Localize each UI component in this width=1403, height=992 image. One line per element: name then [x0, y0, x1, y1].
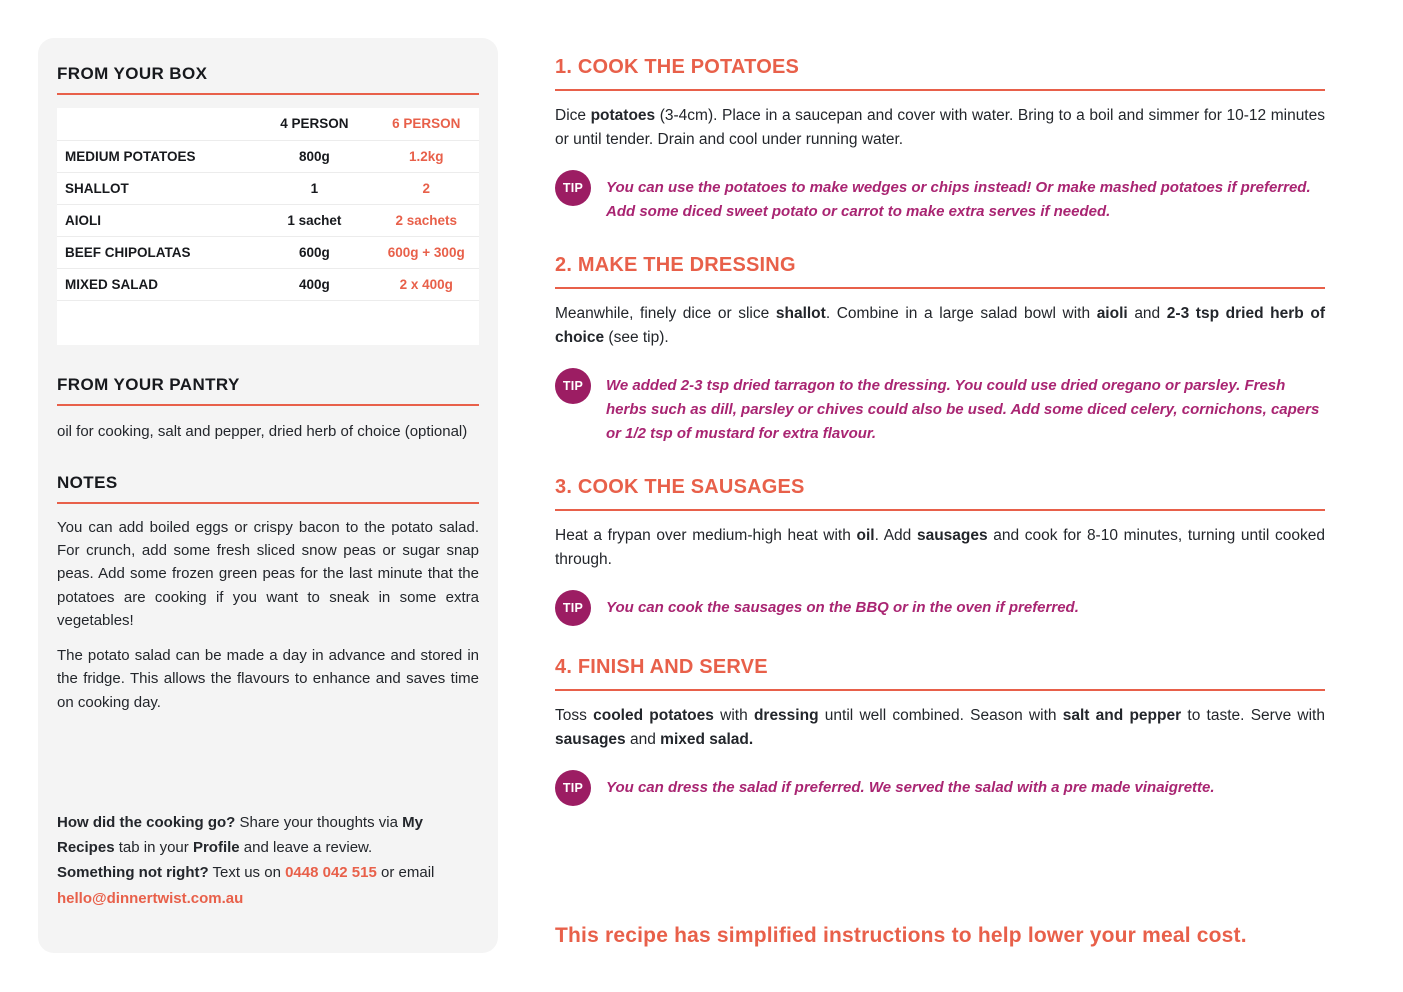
text-segment: salt and pepper [1062, 707, 1182, 725]
text-segment: aioli [1096, 305, 1128, 323]
step-title: 3. COOK THE SAUSAGES [555, 476, 1325, 511]
text-segment: Toss [555, 707, 594, 725]
ingredients-sidebar [38, 38, 498, 953]
qty-6-person: 1.2kg [408, 148, 444, 164]
text-segment: oil [856, 527, 875, 545]
text-segment: Text us on [208, 864, 286, 882]
step-title: 1. COOK THE POTATOES [555, 56, 1325, 91]
pantry-text: oil for cooking, salt and pepper, dried herb of choice (optional) [57, 422, 468, 440]
ingredients-table [57, 108, 479, 301]
text-segment: Share your thoughts via [235, 814, 403, 831]
ingredient-name: AIOLI [65, 212, 101, 228]
step-title: 4. FINISH AND SERVE [555, 656, 1325, 691]
from-your-box-heading: FROM YOUR BOX [57, 64, 479, 95]
step-body [555, 704, 1325, 752]
qty-4-person: 1 [310, 180, 319, 196]
steps-container [555, 56, 1325, 806]
text-segment: and leave a review. [239, 839, 373, 857]
ingredient-name: BEEF CHIPOLATAS [65, 244, 191, 260]
text-segment: until well combined. Season with [818, 707, 1063, 725]
email-link[interactable]: hello@dinnertwist.com.au [57, 889, 244, 907]
tip-text: You can dress the salad if preferred. We served the salad with a pre made vinaigrette. [606, 779, 1215, 797]
qty-4-person: 600g [299, 244, 330, 260]
text-segment: tab in your [114, 839, 193, 857]
simplified-instructions-note: This recipe has simplified instructions to help lower your meal cost. [555, 924, 1247, 947]
text-segment: Profile [192, 839, 240, 857]
text-segment: shallot [775, 305, 826, 323]
notes-paragraphs [57, 516, 479, 714]
tip-badge: TIP [555, 368, 591, 404]
text-segment: . Combine in a large salad bowl with [825, 305, 1097, 323]
qty-4-person: 400g [299, 276, 330, 292]
step-body [555, 524, 1325, 572]
phone-link[interactable]: 0448 042 515 [285, 864, 377, 882]
tip-text: You can use the potatoes to make wedges or chips instead! Or make mashed potatoes if preferred. Add some diced sweet potato or carrot to make extra serves if needed. [606, 179, 1311, 221]
col-header-6-person: 6 PERSON [392, 116, 461, 132]
text-segment: (3-4cm). Place in a saucepan and cover with water. Bring to a boil and simmer for 10-12 minutes or until tender. Drain and cool under running water. [555, 107, 1325, 149]
text-segment: Heat a frypan over medium-high heat with [555, 527, 857, 545]
text-segment: My Recipes [57, 814, 423, 857]
text-segment: dressing [753, 707, 819, 725]
contact-footer [57, 810, 481, 911]
text-segment: potatoes [590, 107, 656, 124]
ingredient-row [57, 268, 479, 300]
text-segment: mixed salad. [660, 731, 754, 749]
text-segment: and cook for 8-10 minutes, turning until cooked through. [555, 527, 1325, 569]
instructions-column [555, 56, 1326, 947]
notes-paragraph: You can add boiled eggs or crispy bacon to the potato salad. For crunch, add some fresh sliced snow peas or sugar snap peas. Add some frozen green peas for the last minute that the potatoes are cooking if you want to sneak in some extra vegetables! [57, 518, 479, 629]
tip-callout [555, 368, 1325, 446]
col-header-4-person: 4 PERSON [280, 116, 349, 132]
recipe-step [555, 56, 1325, 224]
tip-badge: TIP [555, 170, 591, 206]
text-segment: and [1127, 305, 1167, 323]
text-segment: . Add [874, 527, 917, 545]
text-segment: Dice [555, 107, 591, 124]
step-body [555, 104, 1325, 152]
text-segment: and [625, 731, 661, 749]
text-segment: 2-3 tsp dried herb of choice [555, 305, 1326, 347]
text-segment: or email [376, 864, 435, 882]
text-segment: sausages [555, 731, 626, 749]
text-segment: cooled potatoes [593, 707, 714, 725]
ingredient-row [57, 140, 479, 172]
tip-callout [555, 170, 1325, 224]
recipe-step [555, 476, 1325, 626]
qty-4-person: 800g [299, 148, 330, 164]
ingredient-name: SHALLOT [65, 180, 129, 196]
table-corner-cell [57, 108, 255, 140]
tip-text: You can cook the sausages on the BBQ or in the oven if preferred. [606, 599, 1079, 617]
step-title: 2. MAKE THE DRESSING [555, 254, 1325, 289]
ingredients-table-body [57, 140, 479, 300]
text-segment: (see tip). [604, 329, 669, 347]
tip-badge: TIP [555, 770, 591, 806]
text-segment: How did the cooking go? [57, 814, 236, 831]
qty-4-person: 1 sachet [287, 212, 342, 228]
ingredient-name: MEDIUM POTATOES [65, 148, 196, 164]
notes-paragraph: The potato salad can be made a day in advance and stored in the fridge. This allows the flavours to enhance and saves time on cooking day. [57, 647, 479, 711]
recipe-step [555, 254, 1325, 446]
text-segment: to taste. Serve with [1181, 707, 1325, 725]
text-segment: sausages [916, 527, 988, 545]
tip-callout [555, 770, 1325, 806]
qty-6-person: 600g + 300g [387, 244, 465, 260]
qty-6-person: 2 sachets [395, 212, 458, 228]
text-segment: Something not right? [57, 864, 209, 882]
tip-badge: TIP [555, 590, 591, 626]
ingredient-row [57, 172, 479, 204]
step-body [555, 302, 1325, 350]
text-segment: with [713, 707, 754, 725]
from-your-pantry-heading: FROM YOUR PANTRY [57, 375, 479, 406]
ingredient-row [57, 204, 479, 236]
table-header-row [57, 108, 479, 140]
qty-6-person: 2 x 400g [399, 276, 453, 292]
tip-callout [555, 590, 1325, 626]
ingredients-table-card [57, 108, 479, 345]
text-segment: Meanwhile, finely dice or slice [555, 305, 776, 323]
ingredient-row [57, 236, 479, 268]
recipe-step [555, 656, 1325, 806]
notes-heading: NOTES [57, 473, 479, 504]
tip-text: We added 2-3 tsp dried tarragon to the dressing. You could use dried oregano or parsley. Fresh herbs such as dill, parsley or chives could also be used. Add some diced celery, cornichons, capers or 1/2 tsp of mustard for extra flavour. [606, 377, 1320, 443]
qty-6-person: 2 [422, 180, 430, 196]
ingredient-name: MIXED SALAD [65, 276, 159, 292]
